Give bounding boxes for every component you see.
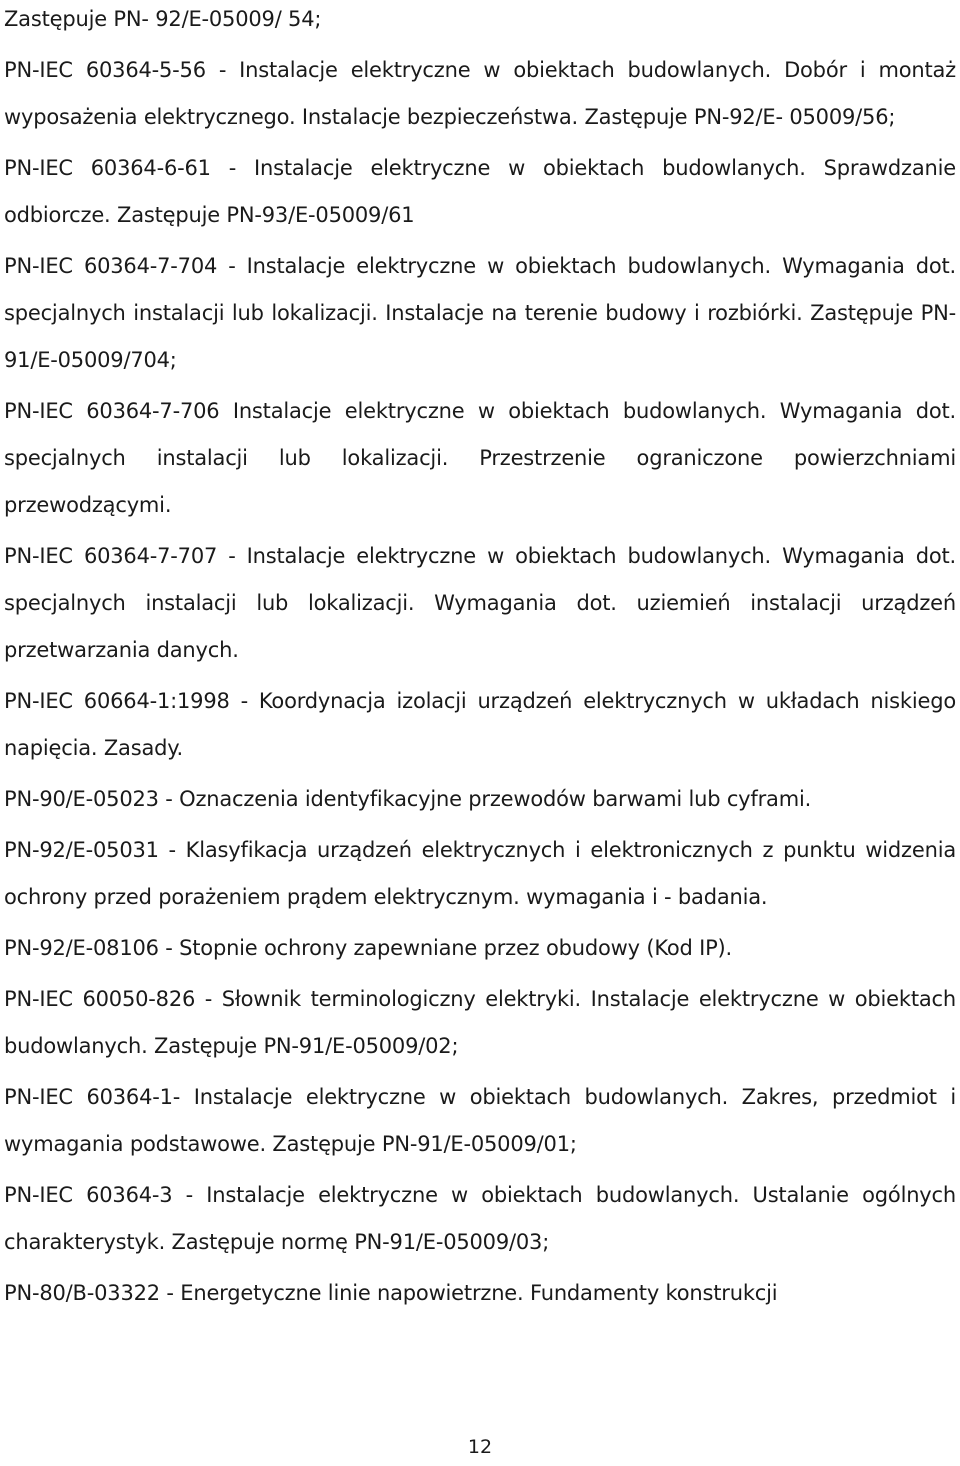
paragraph-pn-iec-60364-1: PN-IEC 60364-1- Instalacje elektryczne w obiektach budowlanych. Zakres, przedmiot i wymagania podstawowe. Zastępuje PN-91/E-05009/01; [4, 1085, 956, 1156]
paragraph-pn-90-e-05023: PN-90/E-05023 - Oznaczenia identyfikacyjne przewodów barwami lub cyframi. [4, 787, 812, 811]
paragraph-pn-92-e-08106: PN-92/E-08106 - Stopnie ochrony zapewniane przez obudowy (Kod IP). [4, 936, 733, 960]
paragraph-pn-iec-60364-6-61: PN-IEC 60364-6-61 - Instalacje elektryczne w obiektach budowlanych. Sprawdzanie odbiorcze. Zastępuje PN-93/E-05009/61 [4, 156, 956, 227]
paragraph-pn-iec-60364-7-704: PN-IEC 60364-7-704 - Instalacje elektryczne w obiektach budowlanych. Wymagania dot. specjalnych instalacji lub lokalizacji. Instalacje na terenie budowy i rozbiórki. Zastępuje PN-91/E-05009/704; [4, 254, 956, 372]
document-page [4, 0, 956, 1317]
paragraph-pn-iec-60364-5-56: PN-IEC 60364-5-56 - Instalacje elektryczne w obiektach budowlanych. Dobór i montaż wyposażenia elektrycznego. Instalacje bezpieczeństwa. Zastępuje PN-92/E- 05009/56; [4, 58, 956, 129]
paragraph-pn-iec-60364-7-707: PN-IEC 60364-7-707 - Instalacje elektryczne w obiektach budowlanych. Wymagania dot. specjalnych instalacji lub lokalizacji. Wymagania dot. uziemień instalacji urządzeń przetwarzania danych. [4, 544, 956, 662]
paragraph-continuation: Zastępuje PN- 92/E-05009/ 54; [4, 7, 322, 31]
paragraph-pn-iec-60050-826: PN-IEC 60050-826 - Słownik terminologiczny elektryki. Instalacje elektryczne w obiektach budowlanych. Zastępuje PN-91/E-05009/02; [4, 987, 956, 1058]
paragraph-pn-80-b-03322: PN-80/B-03322 - Energetyczne linie napowietrzne. Fundamenty konstrukcji [4, 1281, 778, 1305]
paragraph-pn-92-e-05031: PN-92/E-05031 - Klasyfikacja urządzeń elektrycznych i elektronicznych z punktu widzenia ochrony przed porażeniem prądem elektrycznym. wymagania i - badania. [4, 838, 956, 909]
page-number: 12 [467, 1436, 493, 1458]
paragraph-pn-iec-60664-1: PN-IEC 60664-1:1998 - Koordynacja izolacji urządzeń elektrycznych w układach niskiego napięcia. Zasady. [4, 689, 956, 760]
paragraph-pn-iec-60364-3: PN-IEC 60364-3 - Instalacje elektryczne w obiektach budowlanych. Ustalanie ogólnych charakterystyk. Zastępuje normę PN-91/E-05009/03; [4, 1183, 956, 1254]
paragraph-pn-iec-60364-7-706: PN-IEC 60364-7-706 Instalacje elektryczne w obiektach budowlanych. Wymagania dot. specjalnych instalacji lub lokalizacji. Przestrzenie ograniczone powierzchniami przewodzącymi. [4, 399, 956, 517]
